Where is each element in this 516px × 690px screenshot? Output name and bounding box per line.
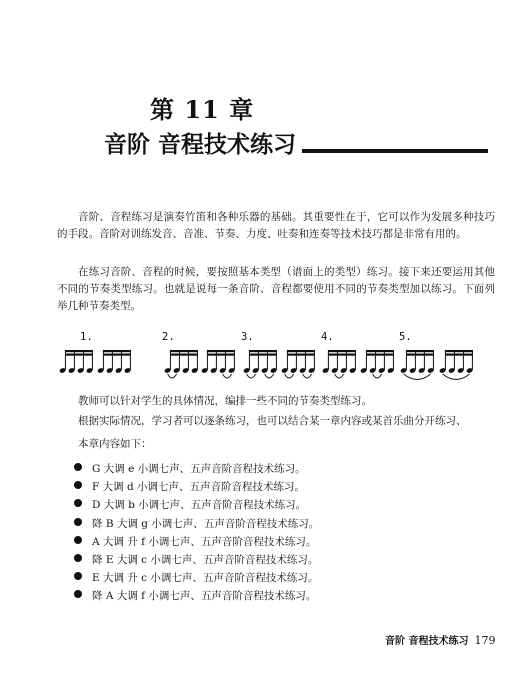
bullet-icon xyxy=(74,518,82,526)
bullet-icon xyxy=(74,572,82,580)
running-title: 音阶 音程技术练习 xyxy=(385,636,469,647)
rhythm-label-4: 4. xyxy=(321,331,334,343)
beamed-note-group xyxy=(360,350,394,378)
practice-paragraph: 在练习音阶、音程的时候，要按照基本类型（谱面上的类型）练习。接下来还要运用其他不同的节奏类型练习。也就是说每一条音阶、音程都要使用不同的节奏类型加以练习。下面列举几种节奏类型。 xyxy=(57,266,495,312)
title-rule xyxy=(302,149,488,153)
rhythm-label-5: 5. xyxy=(399,331,412,343)
bullet-icon xyxy=(74,481,82,489)
bullet-icon xyxy=(74,499,82,507)
bullet-icon xyxy=(74,463,82,471)
beamed-note-group xyxy=(439,350,473,380)
rhythm-label-3: 3. xyxy=(241,331,254,343)
list-item: 降 A 大调 f 小调七声、五声音阶音程技术练习。 xyxy=(74,588,319,606)
bullet-icon xyxy=(74,536,82,544)
beamed-note-group xyxy=(59,350,93,374)
list-item: F 大调 d 小调七声、五声音阶音程技术练习。 xyxy=(74,479,319,497)
chapter-number: 第 11 章 xyxy=(150,95,255,124)
chapter-contents-list xyxy=(74,461,319,607)
rhythm-label-1: 1. xyxy=(80,331,93,343)
rhythm-label-2: 2. xyxy=(162,331,175,343)
bullet-icon xyxy=(74,554,82,562)
beamed-note-group xyxy=(400,350,434,380)
rhythm-patterns xyxy=(57,344,487,388)
page-number: 179 xyxy=(474,634,496,647)
contents-heading: 本章内容如下： xyxy=(78,438,152,450)
bullet-icon xyxy=(74,590,82,598)
learner-note: 根据实际情况，学习者可以逐条练习，也可以结合某一章内容或某首乐曲分开练习、 xyxy=(78,415,467,427)
beamed-note-group xyxy=(322,350,356,378)
beamed-note-group xyxy=(164,350,198,378)
beamed-note-group xyxy=(97,350,131,374)
list-item: E 大调 升 c 小调七声、五声音阶音程技术练习。 xyxy=(74,570,319,588)
teacher-note: 教师可以针对学生的具体情况，编排一些不同的节奏类型练习。 xyxy=(78,395,372,407)
beamed-note-group xyxy=(201,350,235,378)
list-item: 降 B 大调 g 小调七声、五声音阶音程技术练习。 xyxy=(74,516,319,534)
chapter-title: 音阶 音程技术练习 xyxy=(104,131,297,158)
intro-paragraph: 音阶、音程练习是演奏竹笛和各种乐器的基础。其重要性在于，它可以作为发展多种技巧的手段。音阶对训练发音、音准、节奏、力度、吐奏和连奏等技术技巧都是非常有用的。 xyxy=(57,211,495,240)
list-item: D 大调 b 小调七声、五声音阶音程技术练习。 xyxy=(74,497,319,515)
list-item: G 大调 e 小调七声、五声音阶音程技术练习。 xyxy=(74,461,319,479)
page-footer xyxy=(385,632,495,647)
beamed-note-group xyxy=(281,350,315,378)
list-item: A 大调 升 f 小调七声、五声音阶音程技术练习。 xyxy=(74,534,319,552)
list-item: 降 E 大调 c 小调七声、五声音阶音程技术练习。 xyxy=(74,552,319,570)
beamed-note-group xyxy=(243,350,277,378)
